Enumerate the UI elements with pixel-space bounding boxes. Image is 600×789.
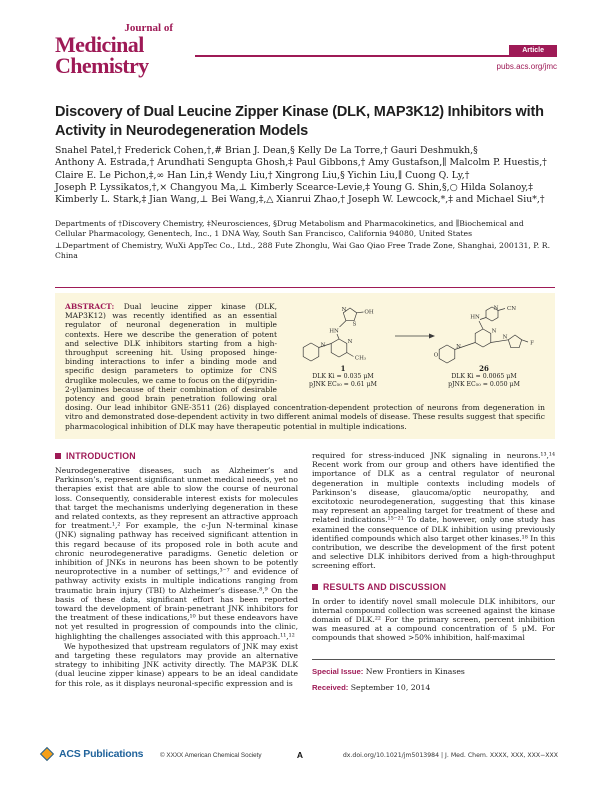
acs-publications-logo[interactable] [42,748,143,760]
copyright-notice: © XXXX American Chemical Society [160,752,262,759]
acs-logo-text: ACS Publications [59,748,144,760]
body-paragraph: In order to identify novel small molecule DLK inhibitors, our internal compound collection was screened against the kinase domain of DLK.²² For the primary screen, percent inhibition was measured at a compound concentration of 5 μM. For compounds that showed >50% inhibition, half-maximal [312,596,555,643]
molecule-26-caption [429,365,539,388]
atom-label: F [530,340,534,347]
author-line: Kimberly L. Stark,‡ Jian Wang,⊥ Bei Wang,‡,△ Xianrui Zhao,† Joseph W. Lewcock,*,‡ and Michael Siu*,† [55,194,545,206]
molecule-structure-1 [303,307,374,362]
body-columns [55,451,555,699]
atom-label: CN [506,306,517,312]
compound-metric: pJNK EC₅₀ = 0.61 μM [309,380,377,388]
special-issue-value: New Frontiers in Kinases [365,666,465,676]
atom-label: N [347,339,353,345]
article-type-badge: Article [509,45,557,56]
header-rule [195,55,557,57]
atom-label: N [502,334,508,341]
journal-url-link[interactable]: pubs.acs.org/jmc [496,62,557,71]
atom-label: OH [364,309,374,316]
author-line: Anthony A. Estrada,† Arundhati Sengupta Ghosh,‡ Paul Gibbons,† Amy Gustafson,∥ Malcolm P. Huestis,† [55,157,547,169]
affiliation: ⊥Department of Chemistry, WuXi AppTec Co., Ltd., 288 Fute Zhonglu, Wai Gao Qiao Free Trade Zone, Shanghai, 200131, P. R. China [55,241,551,260]
atom-label: O [433,352,439,359]
journal-logo-line: Chemistry [55,53,149,78]
abstract-text: Dual leucine zipper kinase (DLK, MAP3K12) was recently identified as an essential regulator of neuronal degeneration in multiple contexts. Here we describe the generation of potent and selective DLK inhibitors starting from a high-throughput screening hit. Using proposed hinge-binding interactions to infer a binding mode and specific design parameters to optimize for CNS druglike molecules, we came to focus on the di(pyridin-2-yl)amines because of their combination of desirable potency and good brain penetration following oral dosing. Our lead inhibitor GNE-3511 (26) displayed concentration-dependent protection of neurons from degeneration in vitro and demonstrated dose-dependent activity in two different animal models of disease. These results suggest that specific pharmacological inhibition of DLK may have therapeutic potential in multiple indications. [65,302,545,431]
abstract-label: ABSTRACT: [65,302,115,311]
author-line: Snahel Patel,† Frederick Cohen,†,# Brian J. Dean,§ Kelly De La Torre,† Gauri Deshmukh,§ [55,145,478,156]
reaction-arrow-icon [395,334,435,339]
compound-metric: pJNK EC₅₀ = 0.050 μM [448,380,520,388]
journal-logo-line: Journal of [124,22,173,34]
affiliations [55,219,555,263]
compound-number: 1 [340,364,346,373]
received-value: September 10, 2014 [350,682,431,692]
author-line: Claire E. Le Pichon,‡,∞ Han Lin,‡ Wendy Liu,† Xingrong Liu,§ Yichin Liu,∥ Cuong Q. Ly,† [55,169,470,181]
atom-label: CH₃ [354,355,367,362]
page-footer [42,746,558,770]
abstract-box [55,293,555,439]
right-column [312,451,555,699]
atom-label: N [493,305,499,312]
atom-label: N [491,328,497,335]
body-paragraph: required for stress-induced JNK signaling in neurons.¹³,¹⁴ Recent work from our group and others have identified the importance of DLK as a central regulator of neuronal degeneration in multiple contexts including models of Parkinson’s disease, glaucoma/optic neuropathy, and excitotoxic neurodegeneration, suggesting that this kinase may represent an appealing target for treatment of these and related indications.¹⁵⁻²¹ To date, however, only one study has examined the consequence of DLK inhibition using previously identified compounds which also target other kinases.¹⁸ In this contribution, we describe the development of the first potent and selective DLK inhibitors derived from a high-throughput screening effort. [312,451,555,571]
molecule-structure-26 [434,306,534,364]
masthead [55,22,557,92]
compound-number: 26 [479,364,489,373]
molecule-1-caption [289,365,397,388]
atom-label: S [352,321,357,328]
atom-label: N [456,344,461,350]
left-column [55,451,298,699]
article-notes-block [312,659,555,692]
section-heading-introduction [55,451,298,461]
page-number: A [296,750,304,760]
section-marker-icon [55,453,61,459]
special-issue-row [312,667,555,676]
body-paragraph: We hypothesized that upstream regulators of JNK may exist and targeting these regulators may provide an alternative strategy to inhibiting JNK activity directly. The MAP3K DLK (dual leucine zipper kinase) appears to be an ideal candidate for this role, as it displays neuronal-specific expression and is [55,641,298,688]
section-heading-text: INTRODUCTION [66,451,136,461]
section-marker-icon [312,584,318,590]
author-list [55,145,565,206]
affiliation: Departments of †Discovery Chemistry, ‡Neurosciences, §Drug Metabolism and Pharmacokinetics, and ∥Biochemical and Cellular Pharmacology, Genentech, Inc., 1 DNA Way, South San Francisco, California 94080, United States [55,219,524,238]
journal-logo-line: Medicinal [55,32,144,57]
atom-label: HN [329,328,339,335]
author-line: Joseph P. Lyssikatos,†,× Changyou Ma,⊥ Kimberly Scearce-Levie,‡ Young G. Shin,§,○ Hilda Solanoy,‡ [55,181,533,193]
doi-link[interactable]: dx.doi.org/10.1021/jm5013984 | J. Med. Chem. XXXX, XXX, XXX−XXX [342,752,558,759]
abstract-divider-rule [55,287,555,288]
journal-logo [55,22,183,76]
compound-metric: DLK Ki = 0.0065 μM [451,373,517,380]
special-issue-label: Special Issue: [312,666,364,676]
section-heading-results [312,582,555,592]
compound-metric: DLK Ki = 0.035 μM [312,373,374,380]
graphical-abstract [287,302,545,398]
molecule-scheme-drawing [287,302,545,368]
body-paragraph: Neurodegenerative diseases, such as Alzheimer’s and Parkinson’s, represent significant unmet medical needs, yet no therapies exist that are able to slow the course of neuronal loss. Consequently, considerable interest exists for molecules that target the mechanisms underlying degeneration in these and related contexts, as they represent an attractive approach for treatment.¹,² For example, the c-Jun N-terminal kinase (JNK) signaling pathway has received significant attention in this regard because of its proposed role in both acute and chronic neurodegenerative paradigms. Genetic deletion or inhibition of JNKs in neurons has been shown to be potently neuroprotective in a number of settings,³⁻⁷ and evidence of pathway activity exists in multiple indications ranging from traumatic brain injury (TBI) to Alzheimer’s disease.⁸,⁹ On the basis of these data, significant effort has been reported toward the development of brain-penetrant JNK inhibitors for the treatment of these indications,¹⁰ but these endeavors have not yet resulted in progression of compounds into the clinic, highlighting the challenges associated with this approach.¹¹,¹² [55,466,298,641]
article-title: Discovery of Dual Leucine Zipper Kinase (DLK, MAP3K12) Inhibitors with Activity in Neurodegeneration Models [55,104,544,139]
atom-label: HN [470,314,480,321]
acs-diamond-icon [40,747,54,761]
section-heading-text: RESULTS AND DISCUSSION [323,581,447,592]
received-label: Received: [312,682,349,692]
received-row [312,683,555,692]
atom-label: N [341,307,347,313]
atom-label: N [320,342,326,349]
